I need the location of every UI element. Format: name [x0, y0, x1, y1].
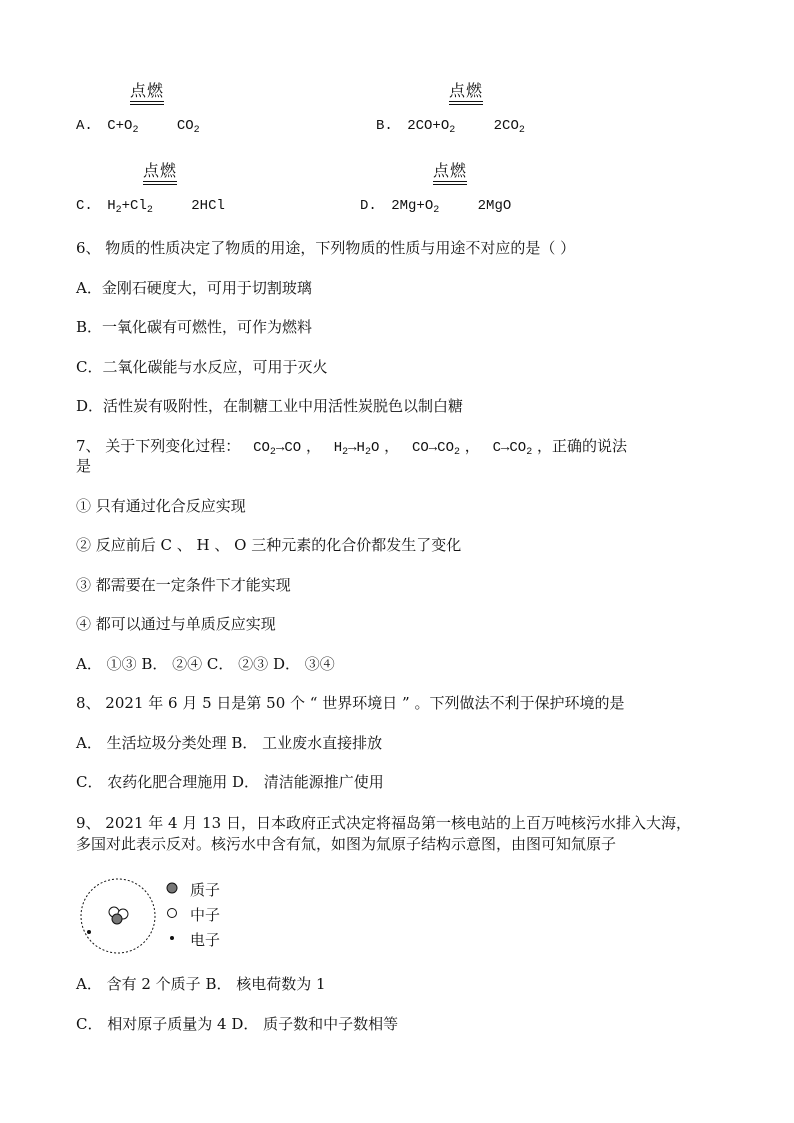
equation-option-a — [76, 116, 200, 141]
option-b-label: B. — [376, 118, 393, 134]
tritium-atom-diagram — [78, 876, 160, 958]
legend-proton-label: 质子 — [190, 881, 221, 899]
option-a-products: $CO_2$ — [176, 118, 200, 136]
process-2: $H_2\to H_2O$ — [333, 440, 380, 458]
question-7-statement-3: ③ 都需要在一定条件下才能实现 — [76, 576, 291, 594]
equation-option-c — [76, 196, 225, 221]
condition-label-a: 点燃 — [130, 78, 164, 101]
legend-electron-label: 电子 — [190, 931, 221, 949]
option-b-products: $2CO_2$ — [493, 118, 525, 136]
question-9-options-line2: C． 相对原子质量为 4 D． 质子数和中子数相等 — [76, 1015, 399, 1033]
process-3: $CO\to CO_2$ — [411, 440, 460, 458]
option-a-label: A. — [76, 118, 93, 134]
equation-option-d — [360, 196, 511, 221]
question-7-options: A． ①③ B． ②④ C． ②③ D． ③④ — [76, 655, 335, 673]
option-d-label: D. — [360, 198, 377, 214]
legend-electron-icon — [165, 931, 179, 945]
option-b-reactants: $2CO+O_2$ — [407, 118, 456, 136]
option-a-reactants: $C+O_2$ — [107, 118, 139, 136]
equation-option-b — [376, 116, 525, 141]
question-6-option-d: D．活性炭有吸附性，在制糖工业中用活性炭脱色以制白糖 — [76, 397, 464, 415]
proton — [112, 914, 122, 924]
question-6-stem: 6、 物质的性质决定了物质的用途，下列物质的性质与用途不对应的是（ ） — [76, 239, 576, 257]
condition-label-d: 点燃 — [433, 158, 467, 181]
question-8-options-line2: C． 农药化肥合理施用 D． 清洁能源推广使用 — [76, 773, 384, 791]
legend-neutron-icon — [165, 906, 179, 920]
question-6-option-a: A．金刚石硬度大，可用于切割玻璃 — [76, 279, 312, 297]
electron — [87, 930, 91, 934]
option-d-reactants: $2Mg+O_2$ — [391, 198, 440, 216]
question-6-option-b: B．一氧化碳有可燃性，可作为燃料 — [76, 318, 313, 336]
condition-label-c: 点燃 — [143, 158, 177, 181]
process-1: $CO_2\to CO$ — [253, 440, 302, 458]
question-9-stem-line2: 多国对此表示反对。核污水中含有氚，如图为氚原子结构示意图，由图可知氚原子 — [76, 835, 617, 853]
question-6-option-c: C．二氧化碳能与水反应，可用于灭火 — [76, 358, 328, 376]
option-d-products: 2MgO — [477, 198, 512, 214]
question-7-statement-1: ① 只有通过化合反应实现 — [76, 497, 246, 515]
legend-proton-icon — [165, 881, 179, 895]
question-8-stem: 8、 2021 年 6 月 5 日是第 50 个 “ 世界环境日 ” 。下列做法不利于保护环境的是 — [76, 694, 625, 712]
process-4: $C\to CO_2$ — [492, 440, 533, 458]
option-c-label: C. — [76, 198, 93, 214]
option-c-products: 2HCl — [191, 198, 225, 214]
legend-neutron-label: 中子 — [190, 906, 221, 924]
option-c-reactants: $H_2+Cl_2$ — [107, 198, 153, 216]
condition-label-b: 点燃 — [449, 78, 483, 101]
question-7-stem-line2: 是 — [76, 457, 92, 475]
question-7-statement-2: ② 反应前后 C 、 H 、 O 三种元素的化合价都发生了变化 — [76, 536, 462, 554]
question-9-stem-line1: 9、 2021 年 4 月 13 日，日本政府正式决定将福岛第一核电站的上百万吨核污水排入大海， — [76, 814, 691, 832]
question-7-statement-4: ④ 都可以通过与单质反应实现 — [76, 615, 276, 633]
question-7-stem: 7、 关于下列变化过程： $CO_2\to CO$ ， $H_2\to H_2O$ ， $CO\to CO_2$ ， $C\to CO_2$ ，正确的说法 — [76, 437, 627, 458]
question-8-options-line1: A． 生活垃圾分类处理 B． 工业废水直接排放 — [76, 734, 383, 752]
question-9-options-line1: A． 含有 2 个质子 B． 核电荷数为 1 — [76, 975, 326, 993]
